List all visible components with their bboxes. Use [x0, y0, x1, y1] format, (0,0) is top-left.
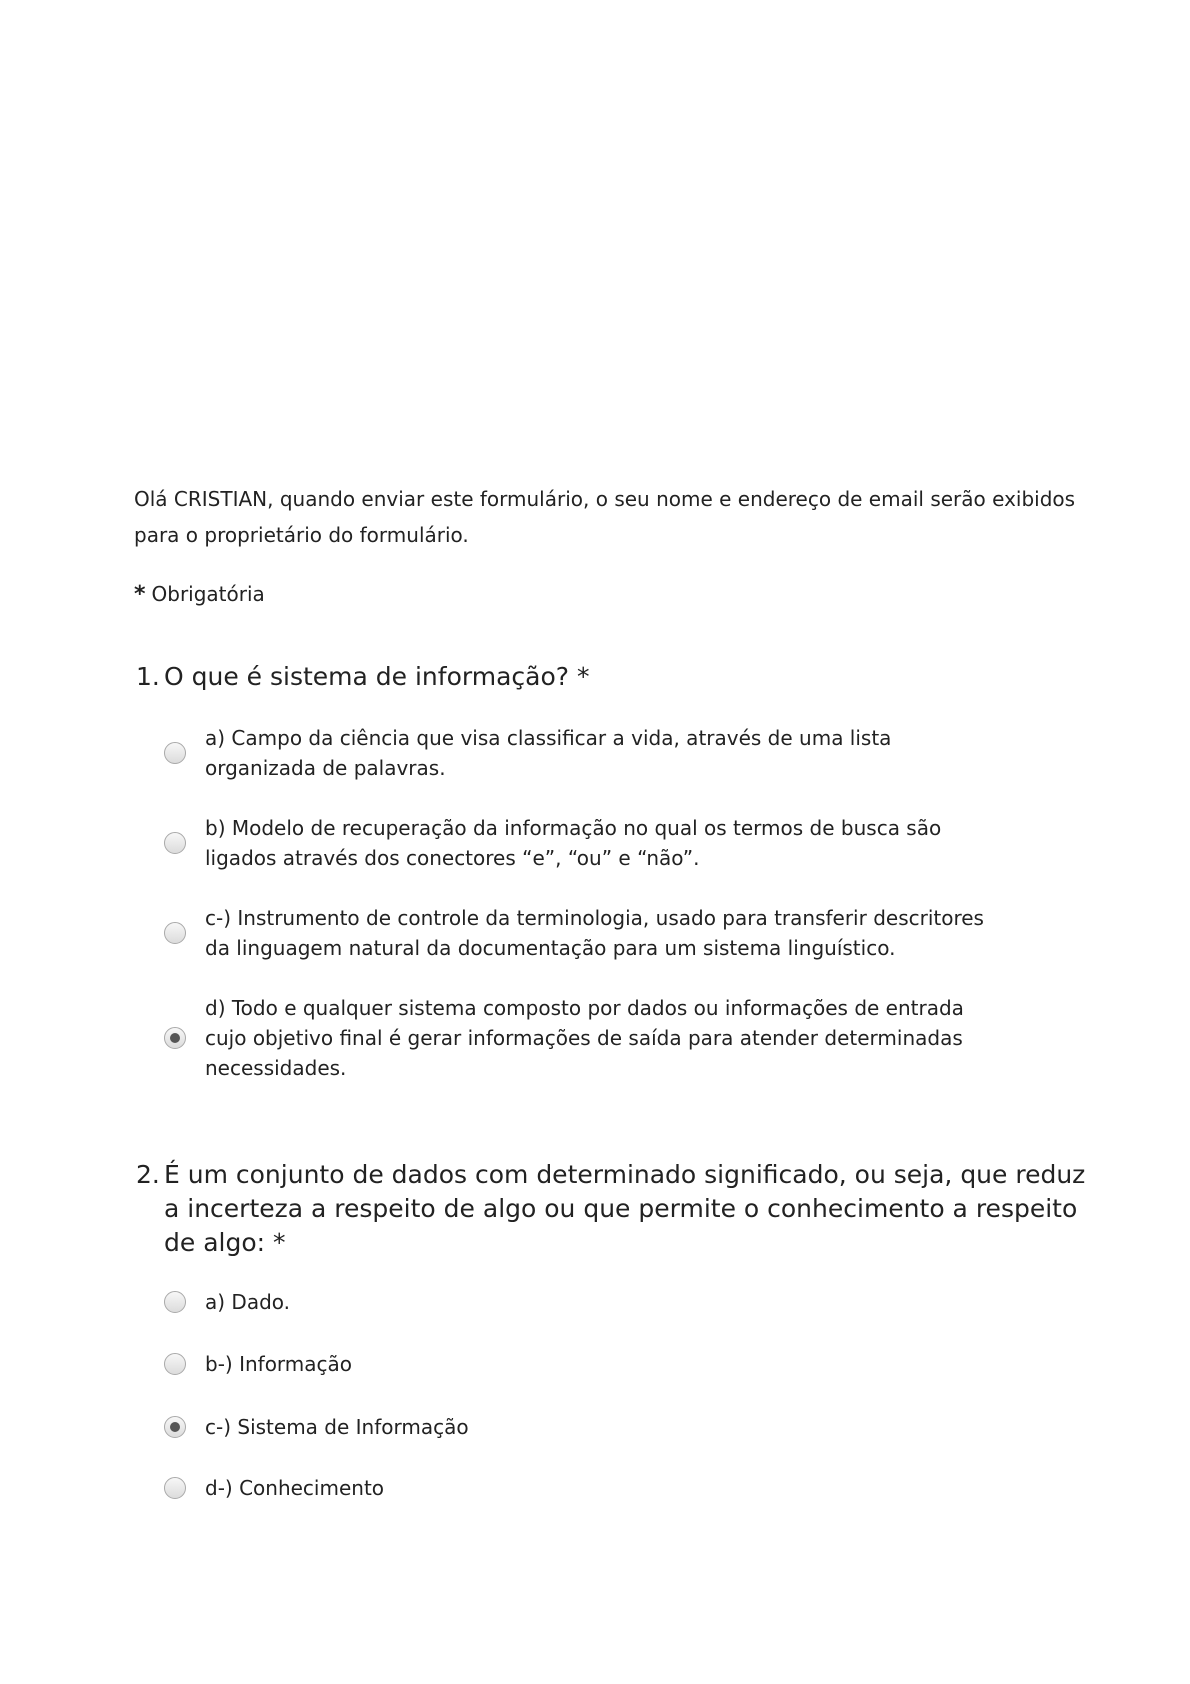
option-label: b-) Informação [205, 1352, 353, 1376]
option-1b[interactable] [164, 813, 1024, 873]
radio-button-checked[interactable] [164, 1027, 186, 1049]
option-label: a) Campo da ciência que visa classificar a vida, através de uma lista organizada de palavras. [205, 726, 892, 780]
radio-button-checked[interactable] [164, 1416, 186, 1438]
option-label: b) Modelo de recuperação da informação no qual os termos de busca são ligados através dos conectores “e”, “ou” e “não”. [205, 816, 942, 870]
required-label: Obrigatória [151, 582, 265, 606]
question-1 [136, 660, 1096, 1080]
question-number: 2. [136, 1160, 160, 1189]
option-label: c-) Instrumento de controle da terminologia, usado para transferir descritores da linguagem natural da documentação para um sistema linguístico. [205, 906, 984, 960]
radio-button-unchecked[interactable] [164, 832, 186, 854]
option-label: d-) Conhecimento [205, 1476, 385, 1500]
required-asterisk: * [134, 582, 146, 607]
option-1d[interactable] [164, 993, 1024, 1083]
option-2d[interactable] [164, 1473, 1024, 1503]
question-2 [136, 1158, 1096, 1500]
radio-button-unchecked[interactable] [164, 1477, 186, 1499]
option-label: a) Dado. [205, 1290, 291, 1314]
option-2a[interactable] [164, 1287, 1024, 1317]
option-label: c-) Sistema de Informação [205, 1415, 469, 1439]
question-text: É um conjunto de dados com determinado significado, ou seja, que reduz a incerteza a respeito de algo ou que permite o conhecimento a respeito de algo: * [164, 1160, 1086, 1257]
radio-button-unchecked[interactable] [164, 742, 186, 764]
option-label: d) Todo e qualquer sistema composto por dados ou informações de entrada cujo objetivo final é gerar informações de saída para atender determinadas necessidades. [205, 996, 964, 1080]
question-title [136, 660, 1096, 694]
radio-button-unchecked[interactable] [164, 1353, 186, 1375]
question-number: 1. [136, 662, 160, 691]
question-text: O que é sistema de informação? * [164, 662, 590, 691]
option-1c[interactable] [164, 903, 1024, 963]
option-2b[interactable] [164, 1349, 1024, 1379]
radio-button-unchecked[interactable] [164, 922, 186, 944]
required-note [134, 580, 265, 609]
option-2c[interactable] [164, 1412, 1024, 1442]
option-1a[interactable] [164, 723, 1024, 783]
radio-button-unchecked[interactable] [164, 1291, 186, 1313]
intro-text: Olá CRISTIAN, quando enviar este formulário, o seu nome e endereço de email serão exibidos para o proprietário do formulário. [134, 487, 1076, 547]
question-title [136, 1158, 1096, 1260]
